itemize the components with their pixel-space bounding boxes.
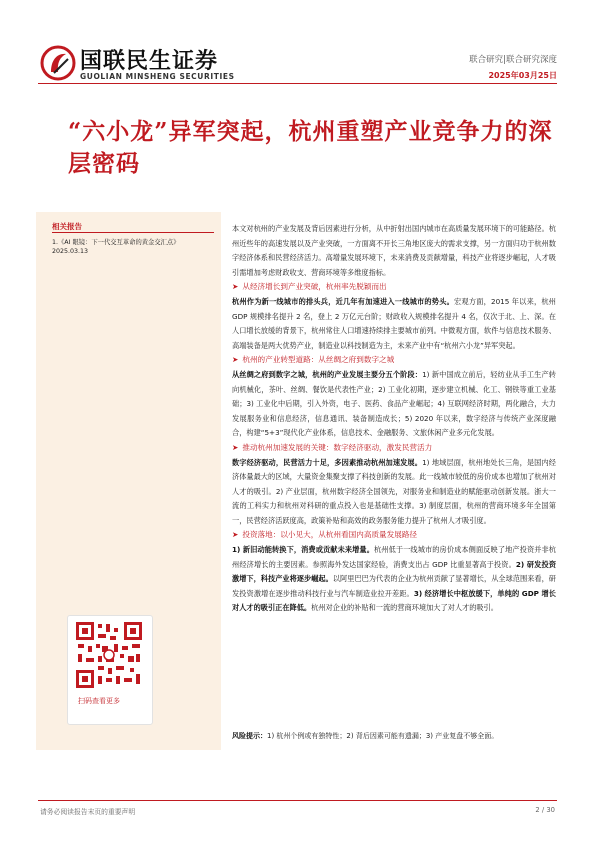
section-paragraph (232, 295, 556, 353)
related-report-link[interactable]: 1.《AI 眼镜：下一代交互革命的黄金交汇点》 (52, 239, 180, 246)
arrow-icon: ➤ (232, 355, 239, 365)
page-number: 2 / 30 (535, 806, 555, 814)
report-type: 联合研究|联合研究深度 (469, 55, 557, 65)
related-report-date: 2025.03.13 (52, 248, 89, 255)
section-heading (232, 528, 556, 543)
risk-label: 风险提示： (232, 732, 267, 740)
risk-warning (232, 731, 556, 741)
final-point-text: 杭州低于一线城市的房价成本侧面反映了地产投资并非杭州经济增长的主要因素。参照海外发达国家经验，消费支出占 GDP 比重显著高于投资。 (232, 545, 556, 569)
risk-text: 1) 杭州个例或有独特性；2) 背后因素可能有遗漏；3) 产业复盘不够全面。 (267, 732, 499, 740)
section-heading-text: 杭州的产业转型道路：从丝绸之府到数字之城 (242, 355, 395, 365)
final-point-lead: 3) 经济增长中枢放缓下，单纯的 GDP 增长对人才的吸引正在降低。 (232, 588, 556, 613)
section-heading (232, 441, 556, 456)
arrow-icon: ➤ (232, 282, 239, 292)
section-heading (232, 280, 556, 295)
report-body (232, 222, 556, 616)
report-title: “六小龙”异军突起，杭州重塑产业竞争力的深层密码 (68, 118, 553, 177)
section-text: 宏观方面，2015 年以来，杭州 GDP 规模排名提升 2 名，登上 2 万亿元台阶；财政收入规模排名提升 4 名，仅次于北、上、深。在人口增长放缓的背景下，杭州常住人口增速持续排主要城市前列。中微观方面，软件与信息技术服务、高端装备是两大优势产业，制造业以科技制造为主，未来产业中有“杭州六小龙”异军突起。 (232, 296, 556, 350)
section-lead: 从丝绸之府到数字之城，杭州的产业发展主要分五个阶段： (232, 369, 423, 379)
related-reports-heading: 相关报告 (52, 222, 82, 231)
header-divider (38, 83, 557, 84)
section-text: 1) 新中国成立前后，轻纺业从手工生产转向机械化，茶叶、丝绸、餐饮是代表性产业；2) 工业化初期，逐步建立机械、化工、钢铁等重工业基础；3) 工业化中后期，引入外资，电子、医药、食品产业崛起；4) 互联网经济时期，两化融合，大力发展服务业和信息经济，信息通讯、装备制造成长；5) 2020 年以来，数字经济与传统产业深度融合，构建“5+3”现代化产业体系，信息技术、金融服务、文旅休闲产业多元化发展。 (232, 369, 556, 438)
final-point-text: 杭州对企业的补贴和一流的营商环境加大了对人才的吸引。 (311, 603, 498, 613)
footer-divider (38, 800, 557, 801)
brand-logo-icon (40, 45, 76, 81)
section-heading-text: 从经济增长到产业突破，杭州率先脱颖而出 (242, 282, 387, 292)
qr-code-icon[interactable] (74, 620, 144, 690)
final-point-lead: 1) 新旧动能转换下，消费或贡献未来增量。 (232, 545, 374, 555)
section-heading-text: 推动杭州加速发展的关键：数字经济驱动，激发民营活力 (242, 442, 433, 452)
section-heading (232, 353, 556, 368)
section-lead: 杭州作为新一线城市的排头兵，近几年有加速进入一线城市的势头。 (232, 296, 455, 306)
brand-name-en: GUOLIAN MINSHENG SECURITIES (80, 72, 235, 81)
section-text: 1) 地域层面，杭州地处长三角，是国内经济体量最大的区域，大量资金集聚支撑了科技创新的发展。此一线城市较低的房价成本也增加了杭州对人才的吸引。2) 产业层面，杭州数字经济全国领先，对服务业和制造业的赋能驱动创新发展。浙大一流的工科实力和杭州对科研的重点投入也是基础性支撑。3) 制度层面，杭州的营商环境多年全国第一，民营经济活跃度高，政策补贴和高效的政务服务能力提升了杭州人才吸引度。 (232, 457, 556, 525)
final-point-text: 以阿里巴巴为代表的企业为杭州贡献了显著增长，从全球范围来看，研发投资激增在逐步推动科技行业与汽车制造业拉开差距。 (232, 574, 556, 598)
section-heading-text: 投资落地：以小见大，从杭州看国内高质量发展路径 (242, 530, 418, 540)
section-paragraph (232, 456, 556, 529)
section-paragraph (232, 368, 556, 441)
related-reports-divider (52, 232, 214, 233)
intro-paragraph: 本文对杭州的产业发展及背后因素进行分析，从中折射出国内城市在高质量发展环境下的可能路径。杭州近些年的高速发展以及产业突破，一方面离不开长三角地区庞大的需求支撑，另一方面归功于杭州数字经济体系和民营经济活力。高增量发展环境下，未来消费及贡献增量，科技产业将逐步崛起，人才吸引需增加考虑财政收支、营商环境等多维度指标。 (232, 224, 556, 277)
qr-caption: 扫码查看更多 (78, 697, 120, 705)
arrow-icon: ➤ (232, 530, 239, 540)
arrow-icon: ➤ (232, 442, 239, 452)
section-lead: 数字经济驱动，民营活力十足，多因素推动杭州加速发展。 (232, 457, 423, 467)
final-point-lead: 2) 研发投资激增下，科技产业将逐步崛起。 (232, 559, 557, 584)
footer-disclaimer: 请务必阅读报告末页的重要声明 (40, 808, 136, 816)
report-date: 2025年03月25日 (488, 71, 557, 80)
brand-name-cn: 国联民生证券 (80, 49, 219, 74)
section-paragraph (232, 543, 556, 616)
